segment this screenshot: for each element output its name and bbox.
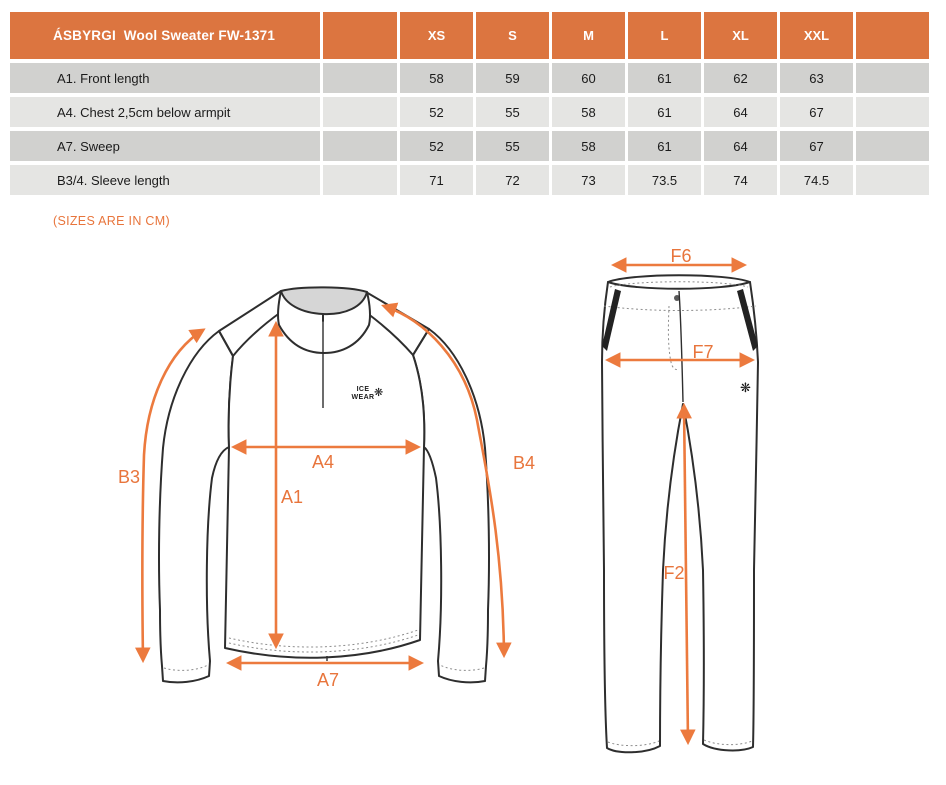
spacer-cell [323,97,397,127]
size-header-xxl: XXL [780,12,853,59]
logo-line-2: WEAR [351,394,375,402]
value-cell: 52 [400,97,473,127]
size-header-m: M [552,12,625,59]
table-title-cell [10,12,320,59]
measure-label-f6: F6 [670,246,692,266]
header-spacer-cell [323,12,397,59]
spacer-cell [856,131,929,161]
value-cell: 72 [476,165,549,195]
row-label: A7. Sweep [57,138,120,154]
sizes-unit-note: (SIZES ARE IN CM) [53,214,170,228]
snowflake-icon: ❋ [374,387,384,399]
sweater-drawing [159,287,489,682]
value-cell: 58 [400,63,473,93]
measure-label-f2: F2 [663,563,685,583]
value-cell: 52 [400,131,473,161]
value-cell: 73.5 [628,165,701,195]
row-label-cell [10,131,320,161]
value-cell: 55 [476,97,549,127]
row-label-cell [10,165,320,195]
value-cell: 63 [780,63,853,93]
row-label-cell [10,97,320,127]
row-label: A1. Front length [57,70,150,86]
value-cell: 67 [780,97,853,127]
header-spacer-cell [856,12,929,59]
sweater-body [225,312,424,658]
value-cell: 64 [704,131,777,161]
size-header-xl: XL [704,12,777,59]
value-cell: 59 [476,63,549,93]
value-cell: 60 [552,63,625,93]
value-cell: 71 [400,165,473,195]
measure-label-b3: B3 [117,467,141,487]
size-header-xs: XS [400,12,473,59]
value-cell: 64 [704,97,777,127]
measure-label-f7: F7 [692,342,714,362]
value-cell: 61 [628,97,701,127]
measurement-diagram [0,240,946,785]
spacer-cell [323,63,397,93]
logo-line-1: ICE [356,386,370,393]
value-cell: 67 [780,131,853,161]
spacer-cell [323,131,397,161]
value-cell: 73 [552,165,625,195]
pants-drawing [602,275,758,752]
value-cell: 74 [704,165,777,195]
table-title: ÁSBYRGI Wool Sweater FW-1371 [53,28,276,43]
row-label: A4. Chest 2,5cm below armpit [57,104,231,120]
spacer-cell [856,165,929,195]
measure-label-b4: B4 [512,453,536,473]
value-cell: 55 [476,131,549,161]
size-table [10,12,929,195]
sweater-right-sleeve [413,329,489,682]
measure-label-a4: A4 [311,452,335,472]
value-cell: 58 [552,97,625,127]
pants-silhouette [602,275,758,752]
value-cell: 61 [628,63,701,93]
spacer-cell [856,63,929,93]
value-cell: 58 [552,131,625,161]
value-cell: 62 [704,63,777,93]
spacer-cell [323,165,397,195]
row-label: B3/4. Sleeve length [57,172,170,188]
spacer-cell [856,97,929,127]
measure-label-a1: A1 [280,487,304,507]
snowflake-icon: ❋ [740,380,751,395]
value-cell: 61 [628,131,701,161]
value-cell: 74.5 [780,165,853,195]
measure-label-a7: A7 [316,670,340,690]
size-header-l: L [628,12,701,59]
row-label-cell [10,63,320,93]
sweater-left-sleeve [159,331,233,682]
size-header-s: S [476,12,549,59]
